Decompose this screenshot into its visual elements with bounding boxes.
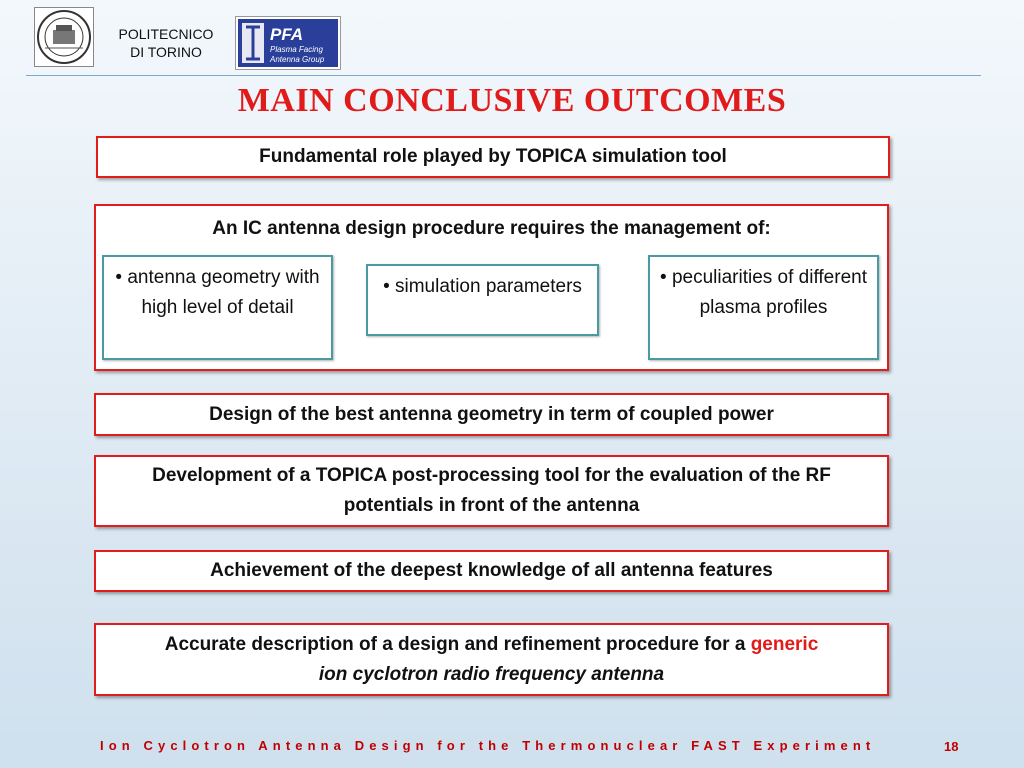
antenna-type-italic: ion cyclotron radio frequency antenna bbox=[318, 663, 665, 685]
sub-box-antenna-geometry bbox=[102, 255, 333, 360]
box-deepest-knowledge bbox=[94, 550, 889, 592]
slide-title: MAIN CONCLUSIVE OUTCOMES bbox=[237, 82, 787, 119]
sub-box-simulation-parameters bbox=[366, 264, 599, 336]
box-fundamental-role bbox=[96, 136, 890, 178]
box-deepest-knowledge-text: Achievement of the deepest knowledge of all antenna features bbox=[210, 560, 773, 581]
sub-box-plasma-profiles bbox=[648, 255, 879, 360]
box-post-processing bbox=[94, 455, 889, 527]
box-best-geometry bbox=[94, 393, 889, 436]
polito-seal-logo bbox=[34, 7, 94, 67]
pfa-logo-text: PFA bbox=[270, 25, 304, 44]
box-best-geometry-text: Design of the best antenna geometry in term of coupled power bbox=[209, 403, 774, 425]
sub-box-antenna-geometry-text: • antenna geometry with high level of detail bbox=[115, 267, 320, 318]
sub-box-plasma-profiles-text: • peculiarities of different plasma profiles bbox=[660, 267, 867, 318]
box-accurate-description-text bbox=[165, 630, 819, 690]
pfa-logo bbox=[235, 16, 341, 70]
box-post-processing-text: Development of a TOPICA post-processing tool for the evaluation of the RF potentials in front of the antenna bbox=[152, 465, 831, 516]
slide-header bbox=[0, 0, 1024, 78]
institution-name bbox=[104, 25, 228, 61]
page-number: 18 bbox=[944, 739, 959, 754]
pfa-logo-subtitle-1: Plasma Facing bbox=[270, 45, 323, 54]
box-design-procedure-heading: An IC antenna design procedure requires the management of: bbox=[212, 218, 771, 239]
box-fundamental-role-text: Fundamental role played by TOPICA simulation tool bbox=[259, 146, 727, 167]
footer-title: Ion Cyclotron Antenna Design for the Thermonuclear FAST Experiment bbox=[100, 738, 876, 753]
sub-box-simulation-parameters-text: • simulation parameters bbox=[383, 276, 582, 297]
box-accurate-description bbox=[94, 623, 889, 696]
generic-highlight: generic bbox=[750, 633, 819, 655]
header-divider bbox=[26, 75, 981, 76]
institution-line-2: DI TORINO bbox=[130, 44, 202, 60]
box-accurate-description-part1: Accurate description of a design and refinement procedure for a bbox=[164, 633, 751, 655]
pfa-logo-subtitle-2: Antenna Group bbox=[270, 55, 325, 64]
institution-line-1: POLITECNICO bbox=[118, 26, 214, 42]
